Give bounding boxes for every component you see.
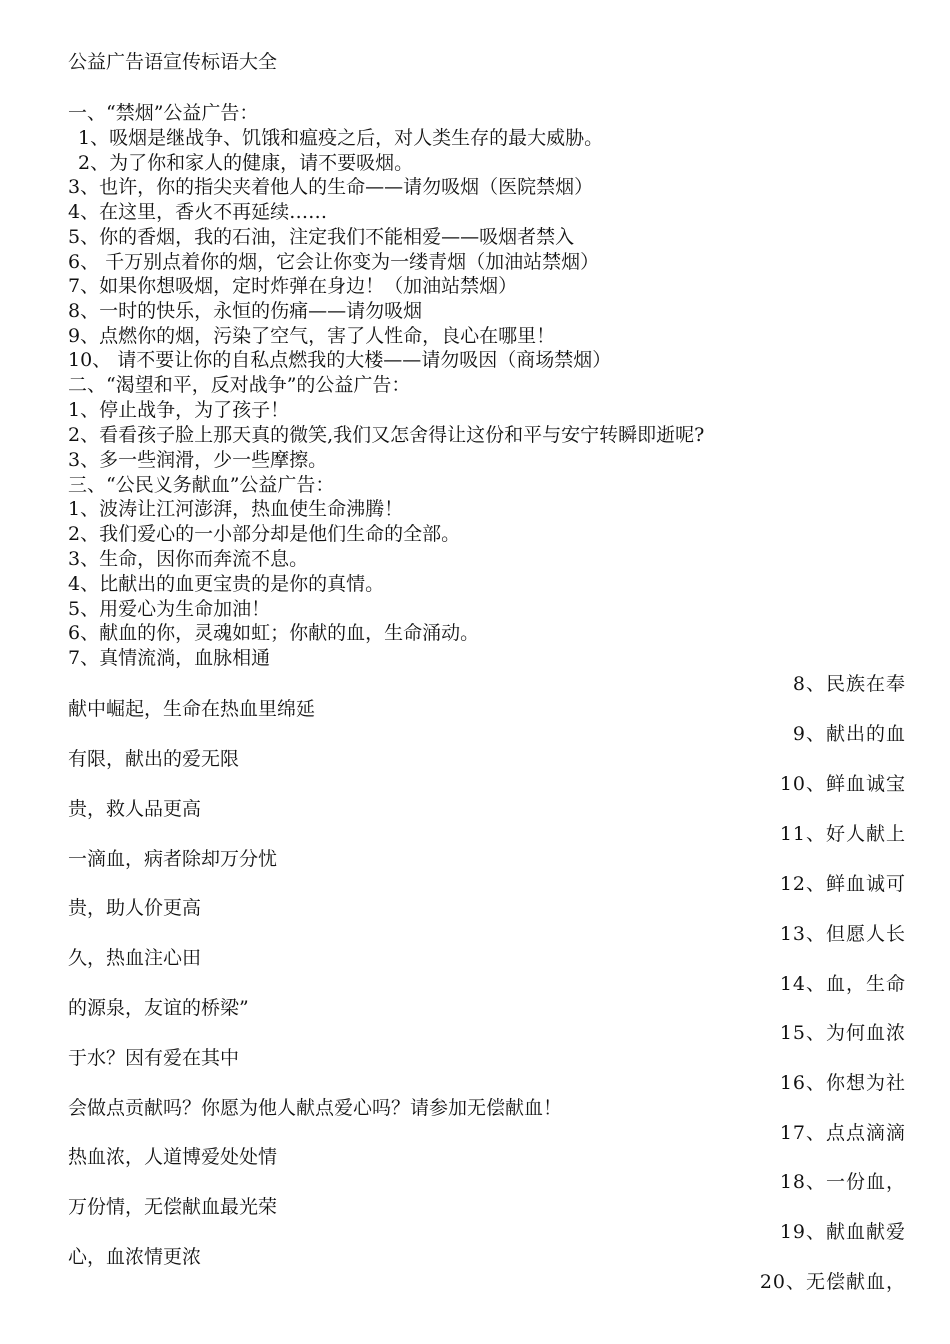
list-item: 3、多一些润滑，少一些摩擦。 xyxy=(68,449,328,471)
list-item: 4、比献出的血更宝贵的是你的真情。 xyxy=(68,573,385,595)
left-fragment: 久，热血注心田 xyxy=(68,947,202,969)
list-item: 1、波涛让江河澎湃，热血使生命沸腾！ xyxy=(68,498,404,520)
left-fragment: 于水？因有爱在其中 xyxy=(68,1047,240,1069)
section-heading-blood-donation: 三、“公民义务献血”公益广告： xyxy=(68,474,335,496)
right-fragment: 8、民族在奉 xyxy=(792,673,906,695)
right-fragment: 10、鲜血诚宝 xyxy=(779,773,906,795)
list-item: 3、也许，你的指尖夹着他人的生命——请勿吸烟（医院禁烟） xyxy=(68,176,594,198)
list-item: 10、 请不要让你的自私点燃我的大楼——请勿吸因（商场禁烟） xyxy=(68,349,612,371)
right-fragment: 18、一份血， xyxy=(779,1171,906,1193)
list-item: 1、停止战争，为了孩子！ xyxy=(68,399,290,421)
right-fragment: 13、但愿人长 xyxy=(779,923,906,945)
right-fragment: 20、无偿献血， xyxy=(759,1271,906,1293)
list-item: 9、点燃你的烟，污染了空气，害了人性命，良心在哪里！ xyxy=(68,325,556,347)
left-fragment: 贵，救人品更高 xyxy=(68,798,202,820)
list-item: 1、吸烟是继战争、饥饿和瘟疫之后，对人类生存的最大威胁。 xyxy=(78,127,604,149)
list-item: 3、生命，因你而奔流不息。 xyxy=(68,548,309,570)
section-heading-no-smoking: 一、“禁烟”公益广告： xyxy=(68,102,259,124)
left-fragment: 热血浓，人道博爱处处情 xyxy=(68,1146,278,1168)
left-fragment: 献中崛起，生命在热血里绵延 xyxy=(68,698,316,720)
right-fragment: 9、献出的血 xyxy=(792,723,906,745)
left-fragment: 会做点贡献吗？你愿为他人献点爱心吗？请参加无偿献血！ xyxy=(68,1097,563,1119)
section-heading-peace: 二、“渴望和平，反对战争”的公益广告： xyxy=(68,374,411,396)
list-item: 4、在这里，香火不再延续…… xyxy=(68,201,328,223)
list-item: 2、为了你和家人的健康，请不要吸烟。 xyxy=(78,152,414,174)
list-item: 8、一时的快乐，永恒的伤痛——请勿吸烟 xyxy=(68,300,423,322)
list-item: 7、如果你想吸烟，定时炸弹在身边！（加油站禁烟） xyxy=(68,275,518,297)
list-item: 6、献血的你，灵魂如虹；你献的血，生命涌动。 xyxy=(68,622,480,644)
document-title: 公益广告语宣传标语大全 xyxy=(68,51,278,73)
left-fragment: 一滴血，病者除却万分忧 xyxy=(68,848,278,870)
left-fragment: 的源泉，友谊的桥梁” xyxy=(68,997,249,1019)
list-item: 5、用爱心为生命加油！ xyxy=(68,598,271,620)
right-fragment: 11、好人献上 xyxy=(779,823,906,845)
right-fragment: 15、为何血浓 xyxy=(779,1022,906,1044)
left-fragment: 万份情，无偿献血最光荣 xyxy=(68,1196,278,1218)
list-item: 2、看看孩子脸上那天真的微笑,我们又怎舍得让这份和平与安宁转瞬即逝呢? xyxy=(68,424,705,446)
left-fragment: 心，血浓情更浓 xyxy=(68,1246,202,1268)
left-fragment: 贵，助人价更高 xyxy=(68,897,202,919)
list-item: 6、 千万别点着你的烟，它会让你变为一缕青烟（加油站禁烟） xyxy=(68,251,600,273)
right-fragment: 16、你想为社 xyxy=(779,1072,906,1094)
right-fragment: 12、鲜血诚可 xyxy=(779,873,906,895)
right-fragment: 17、点点滴滴 xyxy=(779,1122,906,1144)
right-fragment: 19、献血献爱 xyxy=(779,1221,906,1243)
list-item: 2、我们爱心的一小部分却是他们生命的全部。 xyxy=(68,523,461,545)
list-item: 5、你的香烟，我的石油，注定我们不能相爱——吸烟者禁入 xyxy=(68,226,575,248)
list-item: 7、真情流淌，血脉相通 xyxy=(68,647,271,669)
left-fragment: 有限，献出的爱无限 xyxy=(68,748,240,770)
right-fragment: 14、血，生命 xyxy=(779,973,906,995)
